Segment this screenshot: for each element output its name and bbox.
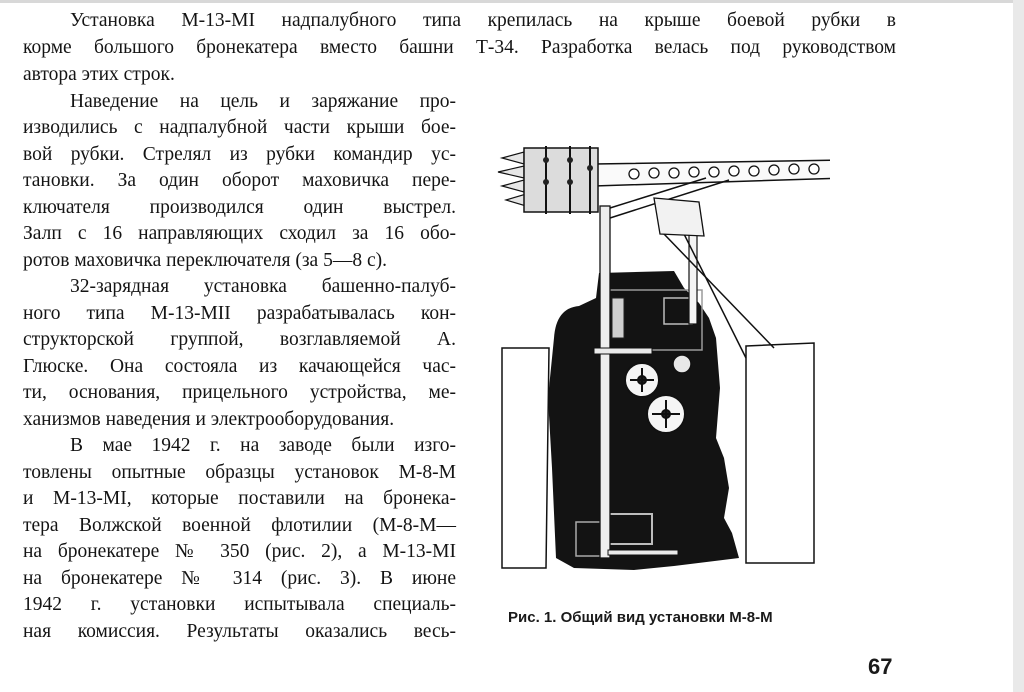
column-line: и М-13-МI, которые поставили на бронека- xyxy=(23,488,456,509)
column-line: 32-зарядная установка башенно-палуб- xyxy=(70,276,456,297)
figure-caption: Рис. 1. Общий вид установки М-8-М xyxy=(508,609,773,626)
column-line: В мае 1942 г. на заводе были изго- xyxy=(70,435,456,456)
lever-arm xyxy=(594,348,652,354)
column-line: ханизмов наведения и электрооборудования. xyxy=(23,409,395,430)
pivot-column xyxy=(600,206,610,558)
column-line: структорской группой, возглавляемой А. xyxy=(23,329,456,350)
column-line: ного типа М-13-МII разрабатывалась кон- xyxy=(23,303,456,324)
column-line: Наведение на цель и заряжание про- xyxy=(70,91,456,112)
rocket-cluster xyxy=(524,148,598,212)
handwheel-lower xyxy=(647,395,685,433)
column-line: тановки. За один оборот маховичка пере- xyxy=(23,170,456,191)
column-line: товлены опытные образцы установок М-8-М xyxy=(23,462,456,483)
page-number: 67 xyxy=(868,654,893,679)
column-line: Глюске. Она состояла из качающейся час- xyxy=(23,356,456,377)
column-line: Залп с 16 направляющих сходил за 16 обо- xyxy=(23,223,456,244)
hinge-bracket xyxy=(654,198,704,236)
intro-line: Установка М-13-МI надпалубного типа крепилась на крыше боевой рубки в xyxy=(70,10,896,31)
foot-pedal xyxy=(608,550,678,555)
handwheel-upper xyxy=(625,363,659,397)
column-line: 1942 г. установки испытывала специаль- xyxy=(23,594,456,615)
column-line: ти, основания, прицельного устройства, ме- xyxy=(23,382,456,403)
intro-line: автора этих строк. xyxy=(23,64,175,85)
left-armor-panel xyxy=(502,348,549,568)
column-line: изводились с надпалубной части крыши бое- xyxy=(23,117,456,138)
column-line: тера Волжской военной флотилии (М-8-М— xyxy=(23,515,456,536)
page-right-edge xyxy=(1013,0,1024,692)
intro-line: корме большого бронекатера вместо башни Т-34. Разработка велась под руководством xyxy=(23,37,896,58)
column-line: на бронекатере № 314 (рис. 3). В июне xyxy=(23,568,456,589)
mount-inner-frame xyxy=(612,298,624,338)
column-line: вой рубки. Стрелял из рубки командир ус- xyxy=(23,144,456,165)
page-top-edge xyxy=(0,0,1013,3)
column-line: на бронекатере № 350 (рис. 2), а М-13-МI xyxy=(23,541,456,562)
rocket-heads xyxy=(498,152,526,206)
right-armor-panel xyxy=(746,343,814,563)
column-line: ная комиссия. Результаты оказались весь- xyxy=(23,621,456,642)
launcher-figure xyxy=(484,138,830,574)
column-line: ротов маховичка переключателя (за 5—8 с). xyxy=(23,250,387,271)
column-line: ключателя производился один выстрел. xyxy=(23,197,456,218)
gear-hub xyxy=(673,355,691,373)
